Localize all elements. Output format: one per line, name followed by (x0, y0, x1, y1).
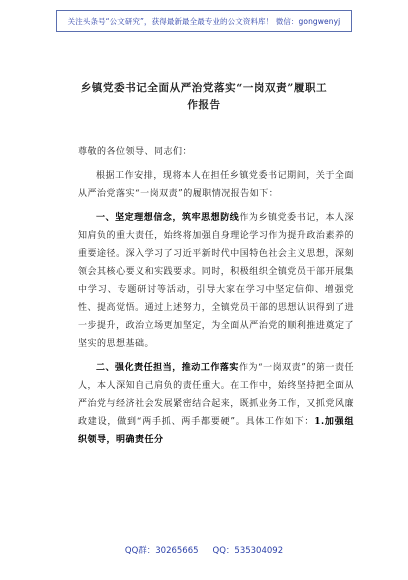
section-2-paragraph (78, 359, 354, 449)
section-2-subheading: 1.加强组织领导，明确责任分 (78, 417, 354, 445)
header-notice-text: 关注头条号“公文研究”，获得最新最全最专业的公文资料库！ 微信：gongwenyj (67, 16, 341, 26)
section-2-heading: 二、强化责任担当，推动工作落实 (96, 363, 239, 373)
document-title: 乡镇党委书记全面从严治党落实“一岗双责”履职工作报告 (80, 82, 328, 111)
section-2-text: 作为“一岗双责”的第一责任人，本人深知自己肩负的责任重大。在工作中，始终坚持把全面从严治党与经济社会发展紧密结合起来，既抓业务工作，又抓党风廉政建设，做到“两手抓、两手都要硬”。具体工作如下： (78, 363, 354, 427)
section-1-text: 作为乡镇党委书记，本人深知肩负的重大责任，始终将加强自身理论学习作为提升政治素养的重要途径。深入学习了习近平新时代中国特色社会主义思想，深刻领会其核心要义和实践要求。同时，积极组织全镇党员干部开展集中学习、专题研讨等活动，引导大家在学习中坚定信仰、增强党性、提高觉悟。通过上述努力，全镇党员干部的思想认识得到了进一步提升，政治立场更加坚定，为全面从严治党的顺利推进奠定了坚实的思想基础。 (78, 213, 354, 349)
intro-paragraph: 根据工作安排，现将本人在担任乡镇党委书记期间，关于全面从严治党落实“一岗双责”的履职情况报告如下： (78, 171, 354, 199)
salutation: 尊敬的各位领导、同志们： (78, 147, 193, 157)
footer-qq: QQ：535304092 (212, 546, 284, 556)
footer-contact (0, 539, 408, 561)
footer-qq-group: QQ群：30265665 (124, 546, 199, 556)
document-body (78, 143, 354, 449)
header-notice-box (56, 10, 352, 32)
section-1-paragraph (78, 209, 354, 353)
section-1-heading: 一、坚定理想信念，筑牢思想防线 (96, 213, 240, 223)
